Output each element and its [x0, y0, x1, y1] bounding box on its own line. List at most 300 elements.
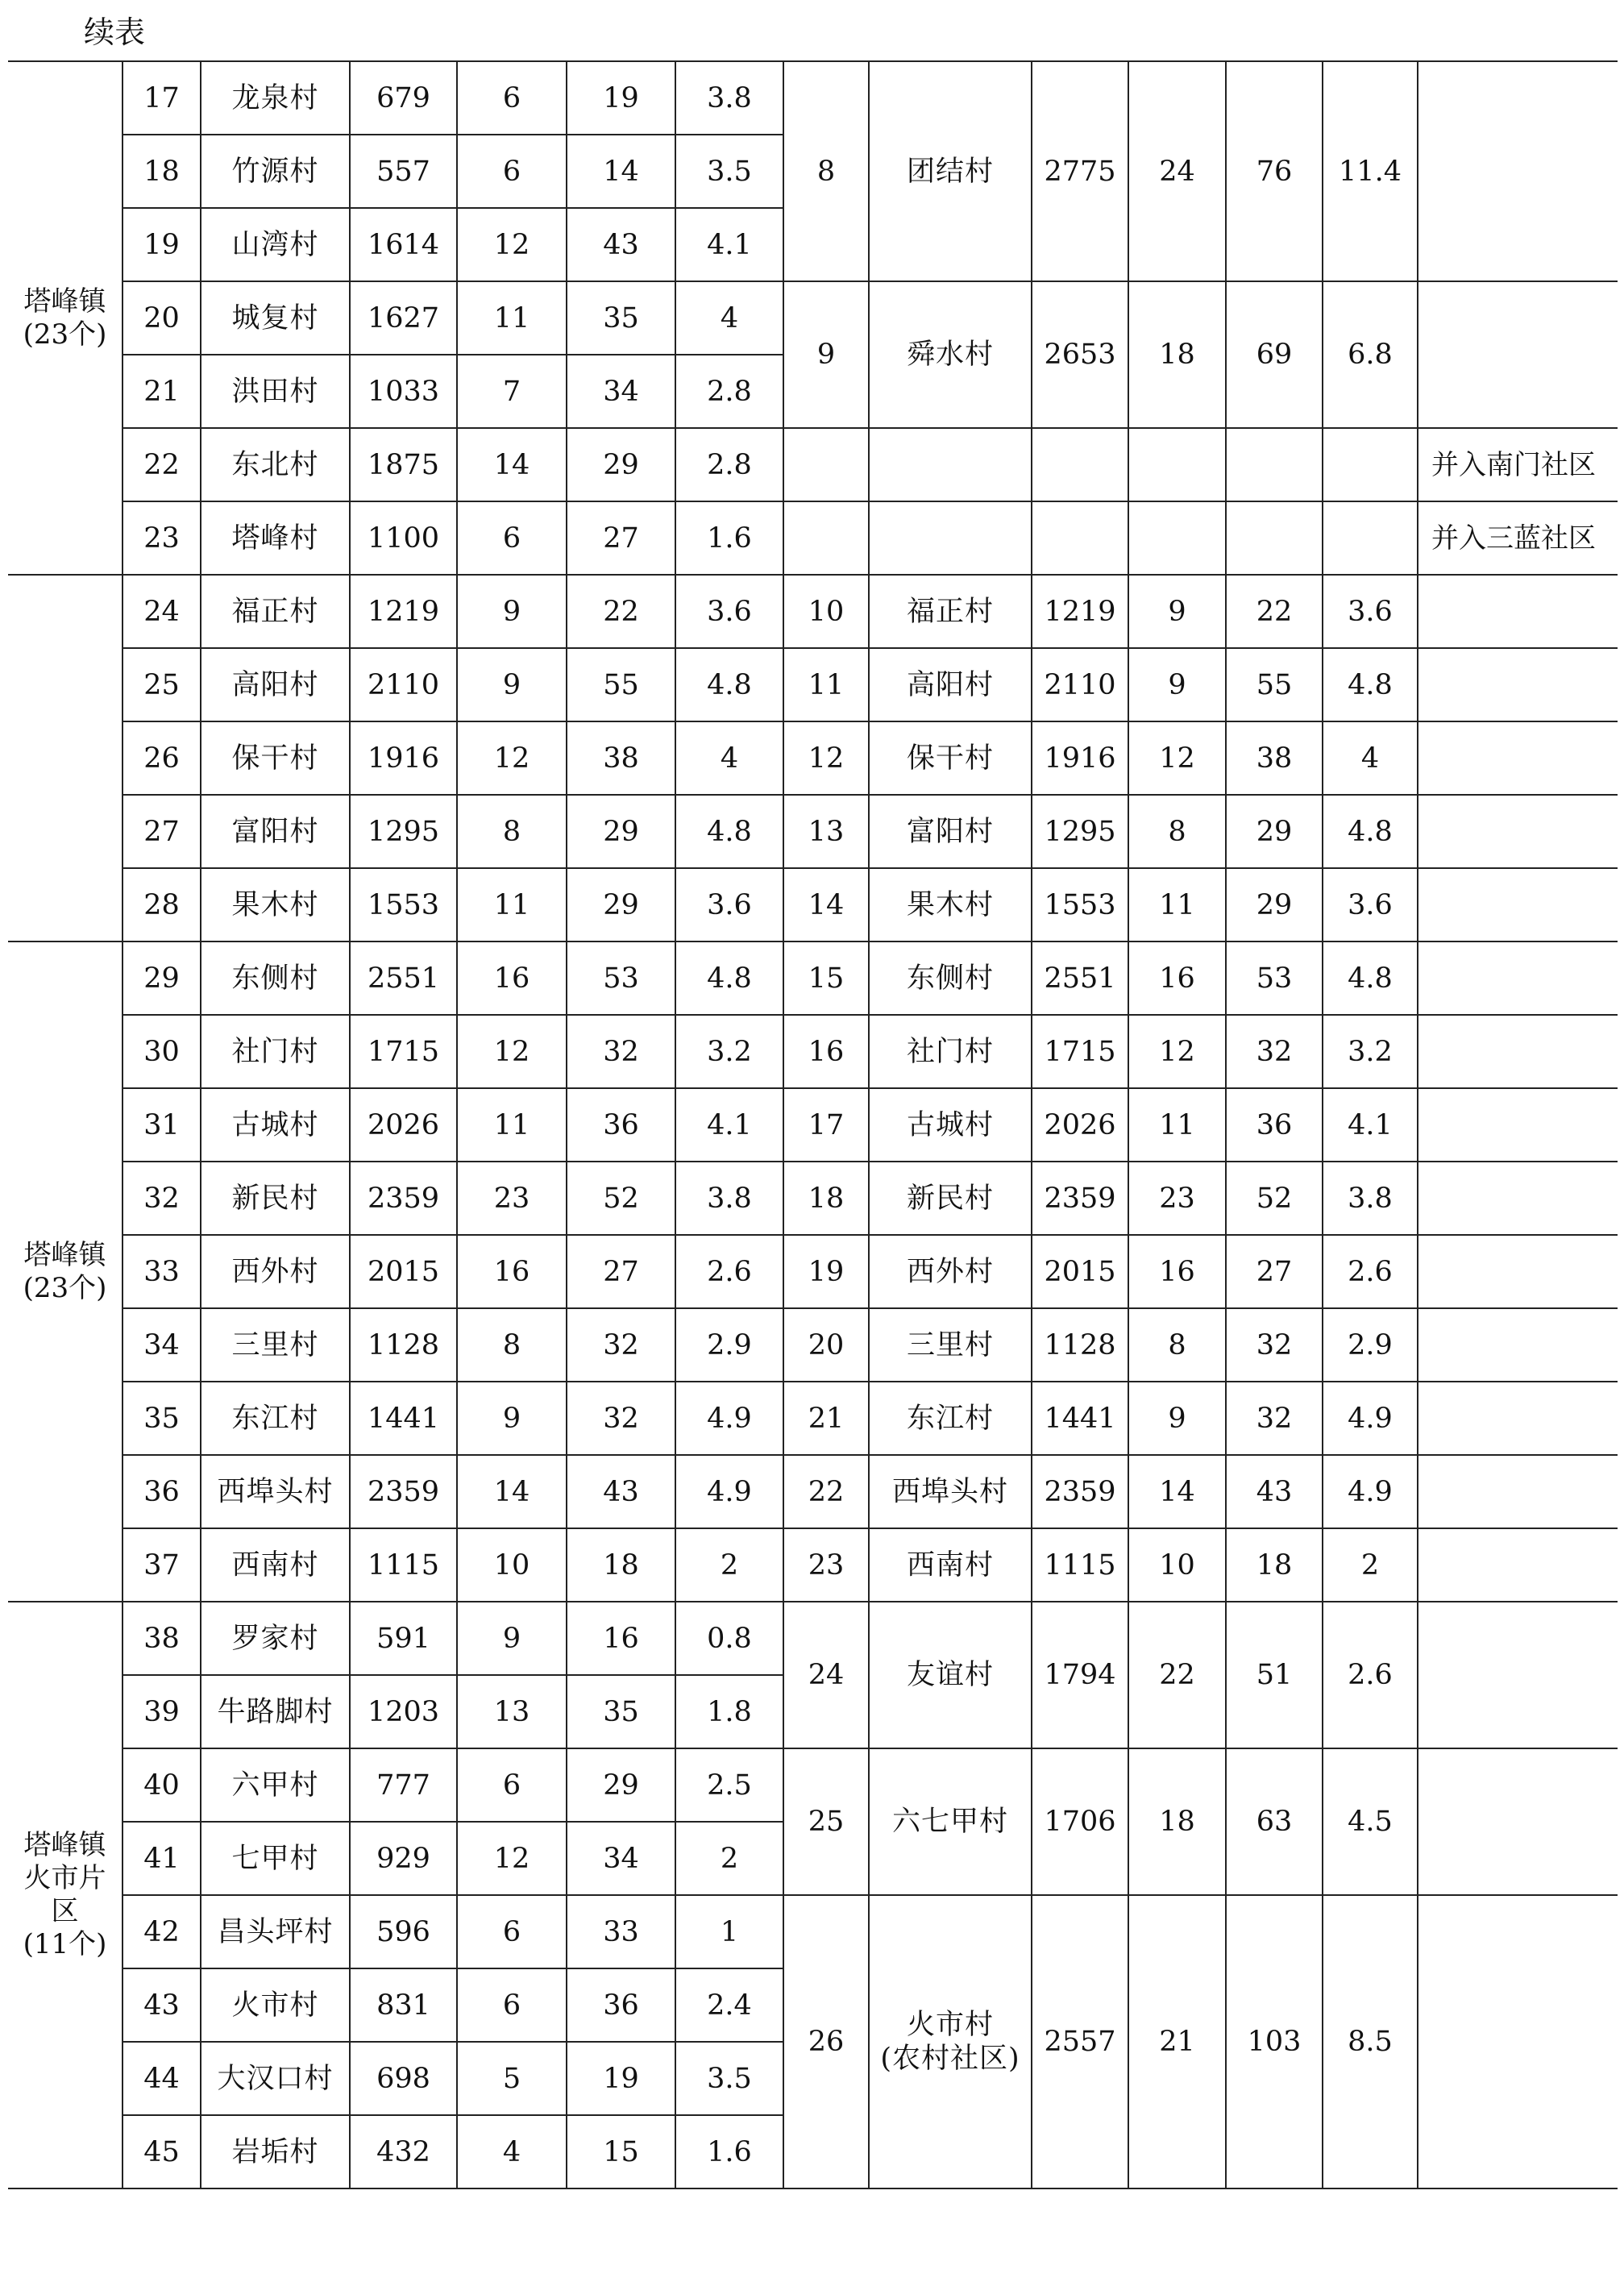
- original-village-cell: 塔峰村: [201, 501, 350, 575]
- original-village-cell: 山湾村: [201, 208, 350, 281]
- original-no-cell: 31: [123, 1088, 201, 1162]
- merged-area-cell: 4.8: [1323, 648, 1418, 721]
- original-village-cell: 西埠头村: [201, 1455, 350, 1528]
- table-row: [8, 428, 1618, 501]
- original-no-cell: 45: [123, 2115, 201, 2188]
- merged-village-cell: 富阳村: [869, 795, 1032, 868]
- original-village-cell: 高阳村: [201, 648, 350, 721]
- merged-households-cell: 36: [1226, 1088, 1323, 1162]
- merged-village-cell: 福正村: [869, 575, 1032, 648]
- merged-area-cell: 4.8: [1323, 795, 1418, 868]
- original-groups-cell: 16: [457, 941, 567, 1015]
- merged-no-cell: 21: [783, 1382, 869, 1455]
- original-no-cell: 20: [123, 281, 201, 355]
- original-households-cell: 22: [567, 575, 675, 648]
- original-population-cell: 1715: [350, 1015, 457, 1088]
- remark-cell: [1418, 721, 1618, 795]
- merged-village-cell: 团结村: [869, 61, 1032, 281]
- original-groups-cell: 9: [457, 648, 567, 721]
- original-population-cell: 679: [350, 61, 457, 135]
- remark-cell: [1418, 1162, 1618, 1235]
- original-village-cell: 东北村: [201, 428, 350, 501]
- original-population-cell: 1100: [350, 501, 457, 575]
- merged-area-cell: 3.6: [1323, 575, 1418, 648]
- original-no-cell: 37: [123, 1528, 201, 1602]
- town-region-cell: 塔峰镇 火市片 区 (11个): [8, 1602, 123, 2188]
- original-no-cell: 25: [123, 648, 201, 721]
- original-village-cell: 新民村: [201, 1162, 350, 1235]
- merged-groups-cell: 12: [1128, 1015, 1226, 1088]
- original-households-cell: 43: [567, 1455, 675, 1528]
- original-groups-cell: 12: [457, 208, 567, 281]
- original-groups-cell: 6: [457, 1968, 567, 2042]
- table-row: [8, 61, 1618, 135]
- merged-population-cell: 1441: [1032, 1382, 1128, 1455]
- merged-households-cell: 32: [1226, 1308, 1323, 1382]
- merged-groups-cell: 9: [1128, 575, 1226, 648]
- remark-cell: [1418, 795, 1618, 868]
- original-households-cell: 32: [567, 1015, 675, 1088]
- merged-population-cell: 1706: [1032, 1748, 1128, 1895]
- original-groups-cell: 11: [457, 281, 567, 355]
- original-area-cell: 1.6: [675, 501, 783, 575]
- original-village-cell: 三里村: [201, 1308, 350, 1382]
- original-area-cell: 3.8: [675, 61, 783, 135]
- table-row: [8, 1748, 1618, 1822]
- merged-groups-cell: 14: [1128, 1455, 1226, 1528]
- original-village-cell: 火市村: [201, 1968, 350, 2042]
- original-population-cell: 698: [350, 2042, 457, 2115]
- merged-groups-cell: 11: [1128, 1088, 1226, 1162]
- original-population-cell: 1916: [350, 721, 457, 795]
- merged-no-cell: 19: [783, 1235, 869, 1308]
- merged-population-cell: 2110: [1032, 648, 1128, 721]
- original-no-cell: 40: [123, 1748, 201, 1822]
- original-households-cell: 32: [567, 1382, 675, 1455]
- merged-no-cell: 22: [783, 1455, 869, 1528]
- original-area-cell: 4.1: [675, 1088, 783, 1162]
- original-households-cell: 29: [567, 428, 675, 501]
- merged-population-cell: 1295: [1032, 795, 1128, 868]
- original-population-cell: 2015: [350, 1235, 457, 1308]
- merged-population-cell: 1115: [1032, 1528, 1128, 1602]
- original-village-cell: 社门村: [201, 1015, 350, 1088]
- remark-cell: [1418, 1015, 1618, 1088]
- original-no-cell: 34: [123, 1308, 201, 1382]
- original-groups-cell: 6: [457, 501, 567, 575]
- merged-population-cell: [1032, 428, 1128, 501]
- merged-population-cell: 1715: [1032, 1015, 1128, 1088]
- merged-groups-cell: 8: [1128, 795, 1226, 868]
- table-row: [8, 1162, 1618, 1235]
- merged-households-cell: 51: [1226, 1602, 1323, 1748]
- merged-village-cell: 火市村 (农村社区): [869, 1895, 1032, 2188]
- original-area-cell: 2: [675, 1528, 783, 1602]
- original-population-cell: 831: [350, 1968, 457, 2042]
- original-groups-cell: 7: [457, 355, 567, 428]
- original-groups-cell: 9: [457, 1382, 567, 1455]
- merged-no-cell: 11: [783, 648, 869, 721]
- original-area-cell: 4: [675, 721, 783, 795]
- merged-area-cell: 4.1: [1323, 1088, 1418, 1162]
- merged-no-cell: 9: [783, 281, 869, 428]
- remark-cell: [1418, 1235, 1618, 1308]
- original-village-cell: 罗家村: [201, 1602, 350, 1675]
- original-households-cell: 19: [567, 61, 675, 135]
- merged-no-cell: 8: [783, 61, 869, 281]
- original-households-cell: 14: [567, 135, 675, 208]
- remark-cell: 并入三蓝社区: [1418, 501, 1618, 575]
- merged-area-cell: 11.4: [1323, 61, 1418, 281]
- table-row: [8, 795, 1618, 868]
- original-groups-cell: 5: [457, 2042, 567, 2115]
- merged-households-cell: 29: [1226, 868, 1323, 941]
- merged-no-cell: [783, 501, 869, 575]
- original-groups-cell: 12: [457, 721, 567, 795]
- original-population-cell: 2026: [350, 1088, 457, 1162]
- table-row: [8, 941, 1618, 1015]
- merged-households-cell: 76: [1226, 61, 1323, 281]
- original-village-cell: 东侧村: [201, 941, 350, 1015]
- merged-groups-cell: 18: [1128, 1748, 1226, 1895]
- original-area-cell: 1.6: [675, 2115, 783, 2188]
- original-no-cell: 19: [123, 208, 201, 281]
- original-village-cell: 昌头坪村: [201, 1895, 350, 1968]
- original-area-cell: 2.8: [675, 428, 783, 501]
- merged-village-cell: 保干村: [869, 721, 1032, 795]
- original-population-cell: 1128: [350, 1308, 457, 1382]
- table-row: [8, 1015, 1618, 1088]
- remark-cell: [1418, 941, 1618, 1015]
- merged-households-cell: 38: [1226, 721, 1323, 795]
- original-no-cell: 29: [123, 941, 201, 1015]
- original-no-cell: 32: [123, 1162, 201, 1235]
- table-row: [8, 1308, 1618, 1382]
- original-households-cell: 29: [567, 795, 675, 868]
- table-row: [8, 1602, 1618, 1675]
- merged-households-cell: 43: [1226, 1455, 1323, 1528]
- original-village-cell: 西外村: [201, 1235, 350, 1308]
- merged-groups-cell: 18: [1128, 281, 1226, 428]
- original-no-cell: 27: [123, 795, 201, 868]
- original-households-cell: 34: [567, 355, 675, 428]
- table-row: [8, 1088, 1618, 1162]
- table-continued-caption: 续表: [84, 15, 146, 50]
- original-groups-cell: 8: [457, 1308, 567, 1382]
- merged-village-cell: [869, 501, 1032, 575]
- merged-households-cell: 53: [1226, 941, 1323, 1015]
- original-groups-cell: 6: [457, 1748, 567, 1822]
- original-no-cell: 21: [123, 355, 201, 428]
- original-households-cell: 36: [567, 1968, 675, 2042]
- merged-groups-cell: 9: [1128, 1382, 1226, 1455]
- merged-village-cell: [869, 428, 1032, 501]
- original-no-cell: 44: [123, 2042, 201, 2115]
- original-households-cell: 27: [567, 1235, 675, 1308]
- original-groups-cell: 14: [457, 428, 567, 501]
- original-area-cell: 3.6: [675, 575, 783, 648]
- original-households-cell: 55: [567, 648, 675, 721]
- original-area-cell: 0.8: [675, 1602, 783, 1675]
- original-groups-cell: 13: [457, 1675, 567, 1748]
- original-no-cell: 18: [123, 135, 201, 208]
- merged-village-cell: 东侧村: [869, 941, 1032, 1015]
- original-no-cell: 38: [123, 1602, 201, 1675]
- merged-population-cell: 2775: [1032, 61, 1128, 281]
- merged-households-cell: 29: [1226, 795, 1323, 868]
- original-no-cell: 35: [123, 1382, 201, 1455]
- original-population-cell: 432: [350, 2115, 457, 2188]
- original-area-cell: 3.5: [675, 135, 783, 208]
- table-row: [8, 1528, 1618, 1602]
- remark-cell: [1418, 1748, 1618, 1895]
- original-population-cell: 591: [350, 1602, 457, 1675]
- remark-cell: [1418, 1088, 1618, 1162]
- merged-population-cell: [1032, 501, 1128, 575]
- merged-village-cell: 古城村: [869, 1088, 1032, 1162]
- original-households-cell: 32: [567, 1308, 675, 1382]
- original-village-cell: 保干村: [201, 721, 350, 795]
- merged-groups-cell: 9: [1128, 648, 1226, 721]
- original-village-cell: 七甲村: [201, 1822, 350, 1895]
- original-area-cell: 3.8: [675, 1162, 783, 1235]
- original-population-cell: 2359: [350, 1455, 457, 1528]
- original-village-cell: 大汉口村: [201, 2042, 350, 2115]
- merged-population-cell: 1794: [1032, 1602, 1128, 1748]
- merged-households-cell: 55: [1226, 648, 1323, 721]
- original-no-cell: 26: [123, 721, 201, 795]
- original-groups-cell: 6: [457, 61, 567, 135]
- merged-area-cell: 2: [1323, 1528, 1418, 1602]
- merged-no-cell: 25: [783, 1748, 869, 1895]
- merged-groups-cell: 23: [1128, 1162, 1226, 1235]
- original-groups-cell: 14: [457, 1455, 567, 1528]
- table-row: [8, 648, 1618, 721]
- merged-households-cell: 32: [1226, 1015, 1323, 1088]
- merged-households-cell: 52: [1226, 1162, 1323, 1235]
- merged-population-cell: 2359: [1032, 1162, 1128, 1235]
- merged-population-cell: 2015: [1032, 1235, 1128, 1308]
- original-village-cell: 果木村: [201, 868, 350, 941]
- merged-area-cell: 4.8: [1323, 941, 1418, 1015]
- merged-no-cell: 16: [783, 1015, 869, 1088]
- merged-village-cell: 果木村: [869, 868, 1032, 941]
- town-region-cell: 塔峰镇 (23个): [8, 941, 123, 1602]
- original-households-cell: 53: [567, 941, 675, 1015]
- original-households-cell: 33: [567, 1895, 675, 1968]
- table-row: [8, 1235, 1618, 1308]
- original-groups-cell: 6: [457, 135, 567, 208]
- original-area-cell: 3.6: [675, 868, 783, 941]
- original-no-cell: 30: [123, 1015, 201, 1088]
- remark-cell: [1418, 281, 1618, 428]
- original-households-cell: 35: [567, 281, 675, 355]
- merged-village-cell: 三里村: [869, 1308, 1032, 1382]
- merged-area-cell: 4.9: [1323, 1455, 1418, 1528]
- merged-area-cell: 3.8: [1323, 1162, 1418, 1235]
- original-no-cell: 36: [123, 1455, 201, 1528]
- original-population-cell: 1203: [350, 1675, 457, 1748]
- original-population-cell: 2551: [350, 941, 457, 1015]
- original-groups-cell: 16: [457, 1235, 567, 1308]
- original-households-cell: 29: [567, 1748, 675, 1822]
- merged-area-cell: 4.9: [1323, 1382, 1418, 1455]
- merged-groups-cell: 22: [1128, 1602, 1226, 1748]
- merged-area-cell: [1323, 428, 1418, 501]
- village-merge-table: [8, 60, 1618, 2189]
- original-population-cell: 557: [350, 135, 457, 208]
- merged-village-cell: 西埠头村: [869, 1455, 1032, 1528]
- merged-no-cell: 26: [783, 1895, 869, 2188]
- merged-groups-cell: 8: [1128, 1308, 1226, 1382]
- merged-area-cell: 8.5: [1323, 1895, 1418, 2188]
- merged-population-cell: 1553: [1032, 868, 1128, 941]
- original-area-cell: 2.8: [675, 355, 783, 428]
- original-groups-cell: 6: [457, 1895, 567, 1968]
- original-area-cell: 4.9: [675, 1382, 783, 1455]
- merged-village-cell: 友谊村: [869, 1602, 1032, 1748]
- original-no-cell: 28: [123, 868, 201, 941]
- merged-area-cell: 2.6: [1323, 1235, 1418, 1308]
- remark-cell: [1418, 1455, 1618, 1528]
- original-households-cell: 15: [567, 2115, 675, 2188]
- table-row: [8, 1895, 1618, 1968]
- merged-groups-cell: 24: [1128, 61, 1226, 281]
- merged-village-cell: 高阳村: [869, 648, 1032, 721]
- remark-cell: [1418, 1528, 1618, 1602]
- original-households-cell: 27: [567, 501, 675, 575]
- merged-no-cell: 15: [783, 941, 869, 1015]
- original-area-cell: 3.5: [675, 2042, 783, 2115]
- merged-households-cell: 63: [1226, 1748, 1323, 1895]
- original-households-cell: 18: [567, 1528, 675, 1602]
- original-village-cell: 古城村: [201, 1088, 350, 1162]
- merged-groups-cell: 12: [1128, 721, 1226, 795]
- merged-area-cell: 6.8: [1323, 281, 1418, 428]
- town-region-cell: [8, 575, 123, 941]
- original-households-cell: 29: [567, 868, 675, 941]
- merged-groups-cell: 16: [1128, 941, 1226, 1015]
- remark-cell: 并入南门社区: [1418, 428, 1618, 501]
- original-households-cell: 34: [567, 1822, 675, 1895]
- merged-households-cell: 32: [1226, 1382, 1323, 1455]
- original-village-cell: 西南村: [201, 1528, 350, 1602]
- merged-groups-cell: [1128, 428, 1226, 501]
- merged-groups-cell: 10: [1128, 1528, 1226, 1602]
- original-village-cell: 洪田村: [201, 355, 350, 428]
- original-population-cell: 929: [350, 1822, 457, 1895]
- table-row: [8, 721, 1618, 795]
- original-no-cell: 22: [123, 428, 201, 501]
- merged-no-cell: 18: [783, 1162, 869, 1235]
- original-area-cell: 1.8: [675, 1675, 783, 1748]
- merged-households-cell: 22: [1226, 575, 1323, 648]
- original-area-cell: 2.4: [675, 1968, 783, 2042]
- original-households-cell: 19: [567, 2042, 675, 2115]
- table-row: [8, 1382, 1618, 1455]
- original-area-cell: 2.9: [675, 1308, 783, 1382]
- remark-cell: [1418, 61, 1618, 281]
- original-households-cell: 52: [567, 1162, 675, 1235]
- merged-area-cell: 3.2: [1323, 1015, 1418, 1088]
- original-groups-cell: 10: [457, 1528, 567, 1602]
- merged-population-cell: 2026: [1032, 1088, 1128, 1162]
- original-population-cell: 1219: [350, 575, 457, 648]
- original-no-cell: 39: [123, 1675, 201, 1748]
- merged-village-cell: 西外村: [869, 1235, 1032, 1308]
- original-area-cell: 3.2: [675, 1015, 783, 1088]
- merged-population-cell: 1219: [1032, 575, 1128, 648]
- merged-no-cell: 20: [783, 1308, 869, 1382]
- original-population-cell: 777: [350, 1748, 457, 1822]
- merged-households-cell: 27: [1226, 1235, 1323, 1308]
- remark-cell: [1418, 648, 1618, 721]
- original-village-cell: 牛路脚村: [201, 1675, 350, 1748]
- original-population-cell: 1441: [350, 1382, 457, 1455]
- merged-groups-cell: 16: [1128, 1235, 1226, 1308]
- original-village-cell: 城复村: [201, 281, 350, 355]
- remark-cell: [1418, 1308, 1618, 1382]
- merged-no-cell: 10: [783, 575, 869, 648]
- merged-population-cell: 1128: [1032, 1308, 1128, 1382]
- original-groups-cell: 23: [457, 1162, 567, 1235]
- table-row: [8, 1455, 1618, 1528]
- original-village-cell: 岩垢村: [201, 2115, 350, 2188]
- original-households-cell: 36: [567, 1088, 675, 1162]
- original-population-cell: 1614: [350, 208, 457, 281]
- original-area-cell: 2: [675, 1822, 783, 1895]
- original-groups-cell: 4: [457, 2115, 567, 2188]
- merged-area-cell: 3.6: [1323, 868, 1418, 941]
- merged-groups-cell: 11: [1128, 868, 1226, 941]
- original-population-cell: 1295: [350, 795, 457, 868]
- table-row: [8, 281, 1618, 355]
- merged-groups-cell: 21: [1128, 1895, 1226, 2188]
- merged-village-cell: 社门村: [869, 1015, 1032, 1088]
- original-village-cell: 龙泉村: [201, 61, 350, 135]
- original-no-cell: 23: [123, 501, 201, 575]
- merged-village-cell: 西南村: [869, 1528, 1032, 1602]
- original-area-cell: 4.8: [675, 648, 783, 721]
- original-population-cell: 1627: [350, 281, 457, 355]
- original-village-cell: 竹源村: [201, 135, 350, 208]
- merged-households-cell: 103: [1226, 1895, 1323, 2188]
- remark-cell: [1418, 575, 1618, 648]
- merged-households-cell: [1226, 428, 1323, 501]
- original-groups-cell: 12: [457, 1822, 567, 1895]
- merged-groups-cell: [1128, 501, 1226, 575]
- merged-population-cell: 2359: [1032, 1455, 1128, 1528]
- original-area-cell: 4.9: [675, 1455, 783, 1528]
- merged-no-cell: 17: [783, 1088, 869, 1162]
- original-groups-cell: 9: [457, 1602, 567, 1675]
- original-groups-cell: 12: [457, 1015, 567, 1088]
- merged-no-cell: [783, 428, 869, 501]
- merged-no-cell: 14: [783, 868, 869, 941]
- original-area-cell: 4.8: [675, 795, 783, 868]
- original-no-cell: 24: [123, 575, 201, 648]
- original-population-cell: 1115: [350, 1528, 457, 1602]
- table-row: [8, 501, 1618, 575]
- original-groups-cell: 9: [457, 575, 567, 648]
- merged-area-cell: 2.6: [1323, 1602, 1418, 1748]
- original-population-cell: 1033: [350, 355, 457, 428]
- original-households-cell: 35: [567, 1675, 675, 1748]
- table-row: [8, 868, 1618, 941]
- town-region-cell: 塔峰镇 (23个): [8, 61, 123, 575]
- original-village-cell: 富阳村: [201, 795, 350, 868]
- remark-cell: [1418, 868, 1618, 941]
